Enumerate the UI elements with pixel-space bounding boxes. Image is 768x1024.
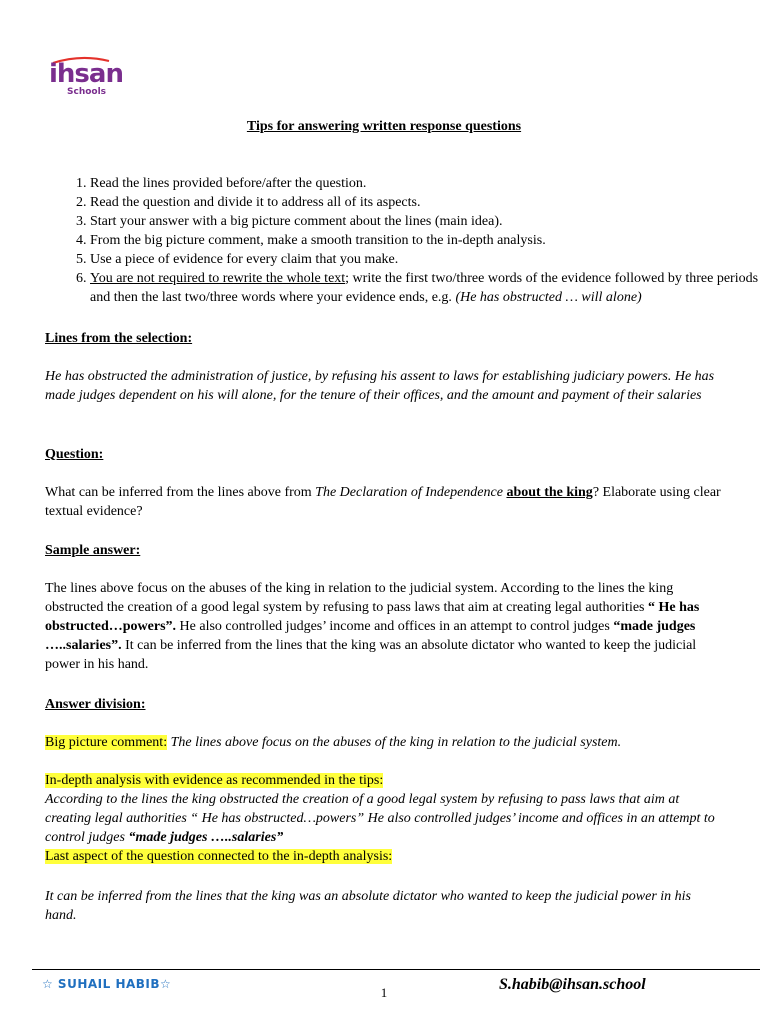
question-heading: Question: bbox=[45, 447, 104, 462]
sample-part: He also controlled judges’ income and offices in an attempt to control judges bbox=[176, 619, 614, 634]
tip-item-6 bbox=[90, 269, 768, 307]
indepth-quote: “made judges …..salaries” bbox=[128, 830, 284, 845]
page-number: 1 bbox=[380, 985, 388, 1000]
logo-text: ihsan bbox=[49, 59, 123, 89]
tips-list bbox=[45, 174, 768, 307]
question-doc-title: The Declaration of Independence bbox=[315, 485, 503, 500]
tip-item: 1. Read the lines provided before/after the question. bbox=[90, 174, 768, 193]
tip-item: 4. From the big picture comment, make a smooth transition to the in-depth analysis. bbox=[90, 231, 768, 250]
ihsan-schools-logo bbox=[49, 59, 123, 102]
footer-author: ☆ SUHAIL HABIB☆ bbox=[42, 977, 172, 991]
footer-divider bbox=[32, 969, 760, 970]
sample-part: The lines above focus on the abuses of the king in relation to the judicial system. According to the lines the king obstructed the creation of a good legal system by refusing to pass laws that aim at creating legal authorities bbox=[45, 581, 674, 615]
indepth-label: In-depth analysis with evidence as recommended in the tips: bbox=[45, 773, 384, 788]
footer-email: S.habib@ihsan.school bbox=[499, 976, 646, 993]
big-picture-text: The lines above focus on the abuses of the king in relation to the judicial system. bbox=[167, 735, 622, 750]
tip6-rest: ; write the first two/three words of the evidence followed by three periods and then the last two/three words where your evidence ends, e.g. bbox=[90, 271, 759, 305]
big-picture-line bbox=[45, 733, 725, 752]
tip-item: 5. Use a piece of evidence for every claim that you make. bbox=[90, 250, 768, 269]
page-title: Tips for answering written response questions bbox=[246, 119, 522, 134]
question-part: What can be inferred from the lines above from bbox=[45, 485, 316, 500]
logo-subtext: Schools bbox=[67, 87, 107, 97]
last-aspect-text: It can be inferred from the lines that the king was an absolute dictator who wanted to keep the judicial power in his hand. bbox=[45, 889, 691, 923]
tip-item: 2. Read the question and divide it to address all of its aspects. bbox=[90, 193, 768, 212]
tip6-example: (He has obstructed … will alone) bbox=[455, 290, 642, 305]
tip-item: 3. Start your answer with a big picture comment about the lines (main idea). bbox=[90, 212, 768, 231]
lines-heading: Lines from the selection: bbox=[45, 331, 193, 346]
sample-part: It can be inferred from the lines that the king was an absolute dictator who wanted to keep the judicial power in his hand. bbox=[45, 638, 697, 672]
sample-heading: Sample answer: bbox=[45, 543, 141, 558]
question-text bbox=[45, 483, 725, 521]
tip6-underlined: You are not required to rewrite the whole text bbox=[90, 271, 346, 286]
last-aspect-label: Last aspect of the question connected to the in-depth analysis: bbox=[45, 849, 393, 864]
sample-quote: “made judges …..salaries”. bbox=[45, 619, 696, 653]
lines-text: He has obstructed the administration of justice, by refusing his assent to laws for establishing judiciary powers. He has made judges dependent on his will alone, for the tenure of their offices, and the amount and payment of their salaries bbox=[45, 369, 715, 403]
big-picture-label: Big picture comment: bbox=[45, 735, 168, 750]
question-part: ? Elaborate using clear textual evidence? bbox=[45, 485, 721, 519]
question-emphasis: about the king bbox=[506, 485, 593, 500]
indepth-text: According to the lines the king obstructed the creation of a good legal system by refusing to pass laws that aim at creating legal authorities “ He has obstructed…powers” He also controlled judges’ income and offices in an attempt to control judges bbox=[45, 792, 715, 845]
sample-answer bbox=[45, 579, 725, 674]
indepth-section bbox=[45, 771, 725, 866]
sample-quote: “ He has obstructed…powers”. bbox=[45, 600, 700, 634]
division-heading: Answer division: bbox=[45, 697, 146, 712]
